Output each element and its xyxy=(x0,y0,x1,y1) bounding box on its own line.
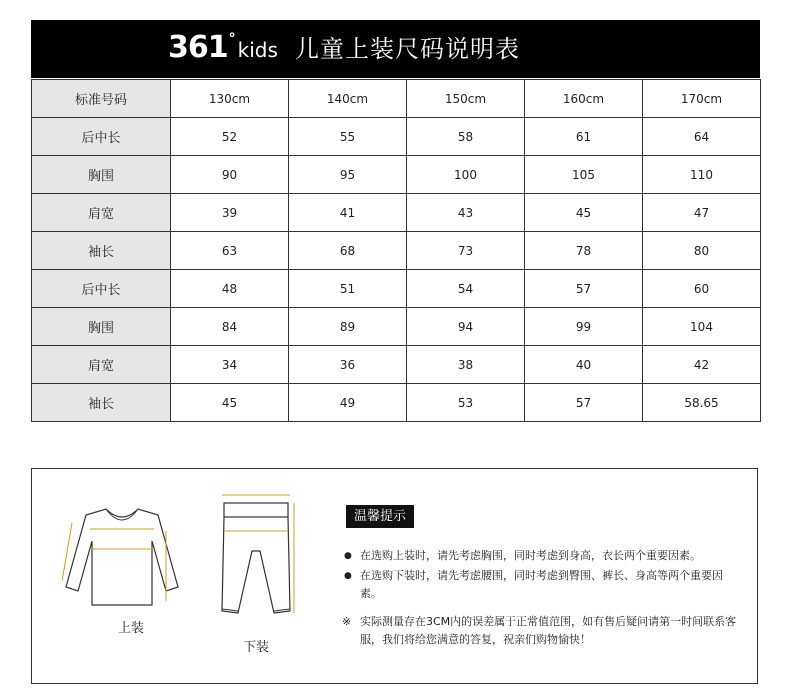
table-cell: 89 xyxy=(289,308,407,346)
table-row xyxy=(32,118,761,156)
table-cell: 94 xyxy=(407,308,525,346)
table-cell: 42 xyxy=(643,346,761,384)
row-label: 肩宽 xyxy=(32,194,171,232)
table-cell: 64 xyxy=(643,118,761,156)
table-cell: 68 xyxy=(289,232,407,270)
table-cell: 60 xyxy=(643,270,761,308)
logo-degree: ° xyxy=(228,31,236,47)
table-cell: 54 xyxy=(407,270,525,308)
logo-number: 361 xyxy=(168,30,228,65)
table-row xyxy=(32,194,761,232)
row-label: 后中长 xyxy=(32,270,171,308)
table-cell: 36 xyxy=(289,346,407,384)
top-garment-label: 上装 xyxy=(118,621,145,636)
table-cell: 57 xyxy=(525,270,643,308)
table-cell: 55 xyxy=(289,118,407,156)
logo-kids: kids xyxy=(237,38,278,62)
table-cell: 49 xyxy=(289,384,407,422)
header-label-cell: 标准号码 xyxy=(32,80,171,118)
row-label: 后中长 xyxy=(32,118,171,156)
table-cell: 58.65 xyxy=(643,384,761,422)
table-cell: 78 xyxy=(525,232,643,270)
table-cell: 95 xyxy=(289,156,407,194)
table-cell: 51 xyxy=(289,270,407,308)
row-label: 肩宽 xyxy=(32,346,171,384)
table-row xyxy=(32,156,761,194)
table-cell: 73 xyxy=(407,232,525,270)
table-cell: 40 xyxy=(525,346,643,384)
table-cell: 105 xyxy=(525,156,643,194)
table-row xyxy=(32,346,761,384)
tip-item xyxy=(342,567,742,603)
table-cell: 84 xyxy=(171,308,289,346)
shirt-diagram-icon xyxy=(62,501,182,613)
table-cell: 53 xyxy=(407,384,525,422)
table-cell: 80 xyxy=(643,232,761,270)
column-header: 160cm xyxy=(525,80,643,118)
tip-item xyxy=(342,547,742,565)
table-cell: 43 xyxy=(407,194,525,232)
row-label: 胸围 xyxy=(32,156,171,194)
page-title: 儿童上装尺码说明表 xyxy=(295,35,520,63)
table-header-row xyxy=(32,80,761,118)
column-header: 140cm xyxy=(289,80,407,118)
table-cell: 38 xyxy=(407,346,525,384)
bullet-icon: ● xyxy=(344,571,352,581)
table-cell: 61 xyxy=(525,118,643,156)
table-cell: 58 xyxy=(407,118,525,156)
row-label: 袖长 xyxy=(32,384,171,422)
column-header: 130cm xyxy=(171,80,289,118)
table-row xyxy=(32,384,761,422)
tips-title: 温馨提示 xyxy=(346,505,414,528)
table-cell: 90 xyxy=(171,156,289,194)
table-cell: 48 xyxy=(171,270,289,308)
row-label: 胸围 xyxy=(32,308,171,346)
table-cell: 63 xyxy=(171,232,289,270)
pants-diagram-icon xyxy=(216,491,296,631)
column-header: 150cm xyxy=(407,80,525,118)
table-cell: 41 xyxy=(289,194,407,232)
table-cell: 39 xyxy=(171,194,289,232)
header-banner xyxy=(31,20,760,78)
tip-note xyxy=(342,613,742,649)
table-row xyxy=(32,270,761,308)
table-cell: 99 xyxy=(525,308,643,346)
row-label: 袖长 xyxy=(32,232,171,270)
tip-note-text: 实际测量存在3CM内的误差属于正常值范围，如有售后疑问请第一时间联系客服，我们将给您满意的答复，祝亲们购物愉快！ xyxy=(360,615,737,646)
table-cell: 45 xyxy=(525,194,643,232)
info-box xyxy=(31,468,758,684)
reference-mark-icon: ※ xyxy=(342,615,352,628)
tip-text: 在选购下装时，请先考虑腰围，同时考虑到臀围、裤长、身高等两个重要因素。 xyxy=(360,569,723,600)
table-cell: 34 xyxy=(171,346,289,384)
table-cell: 52 xyxy=(171,118,289,156)
table-cell: 47 xyxy=(643,194,761,232)
tip-text: 在选购上装时，请先考虑胸围，同时考虑到身高，衣长两个重要因素。 xyxy=(360,549,701,562)
bottom-garment-label: 下装 xyxy=(243,640,270,655)
table-row xyxy=(32,308,761,346)
brand-logo xyxy=(168,28,278,70)
bullet-icon: ● xyxy=(344,551,352,561)
tips-list xyxy=(342,547,742,649)
table-cell: 110 xyxy=(643,156,761,194)
table-cell: 104 xyxy=(643,308,761,346)
table-row xyxy=(32,232,761,270)
table-cell: 100 xyxy=(407,156,525,194)
table-cell: 57 xyxy=(525,384,643,422)
size-table xyxy=(31,79,761,422)
table-cell: 45 xyxy=(171,384,289,422)
column-header: 170cm xyxy=(643,80,761,118)
